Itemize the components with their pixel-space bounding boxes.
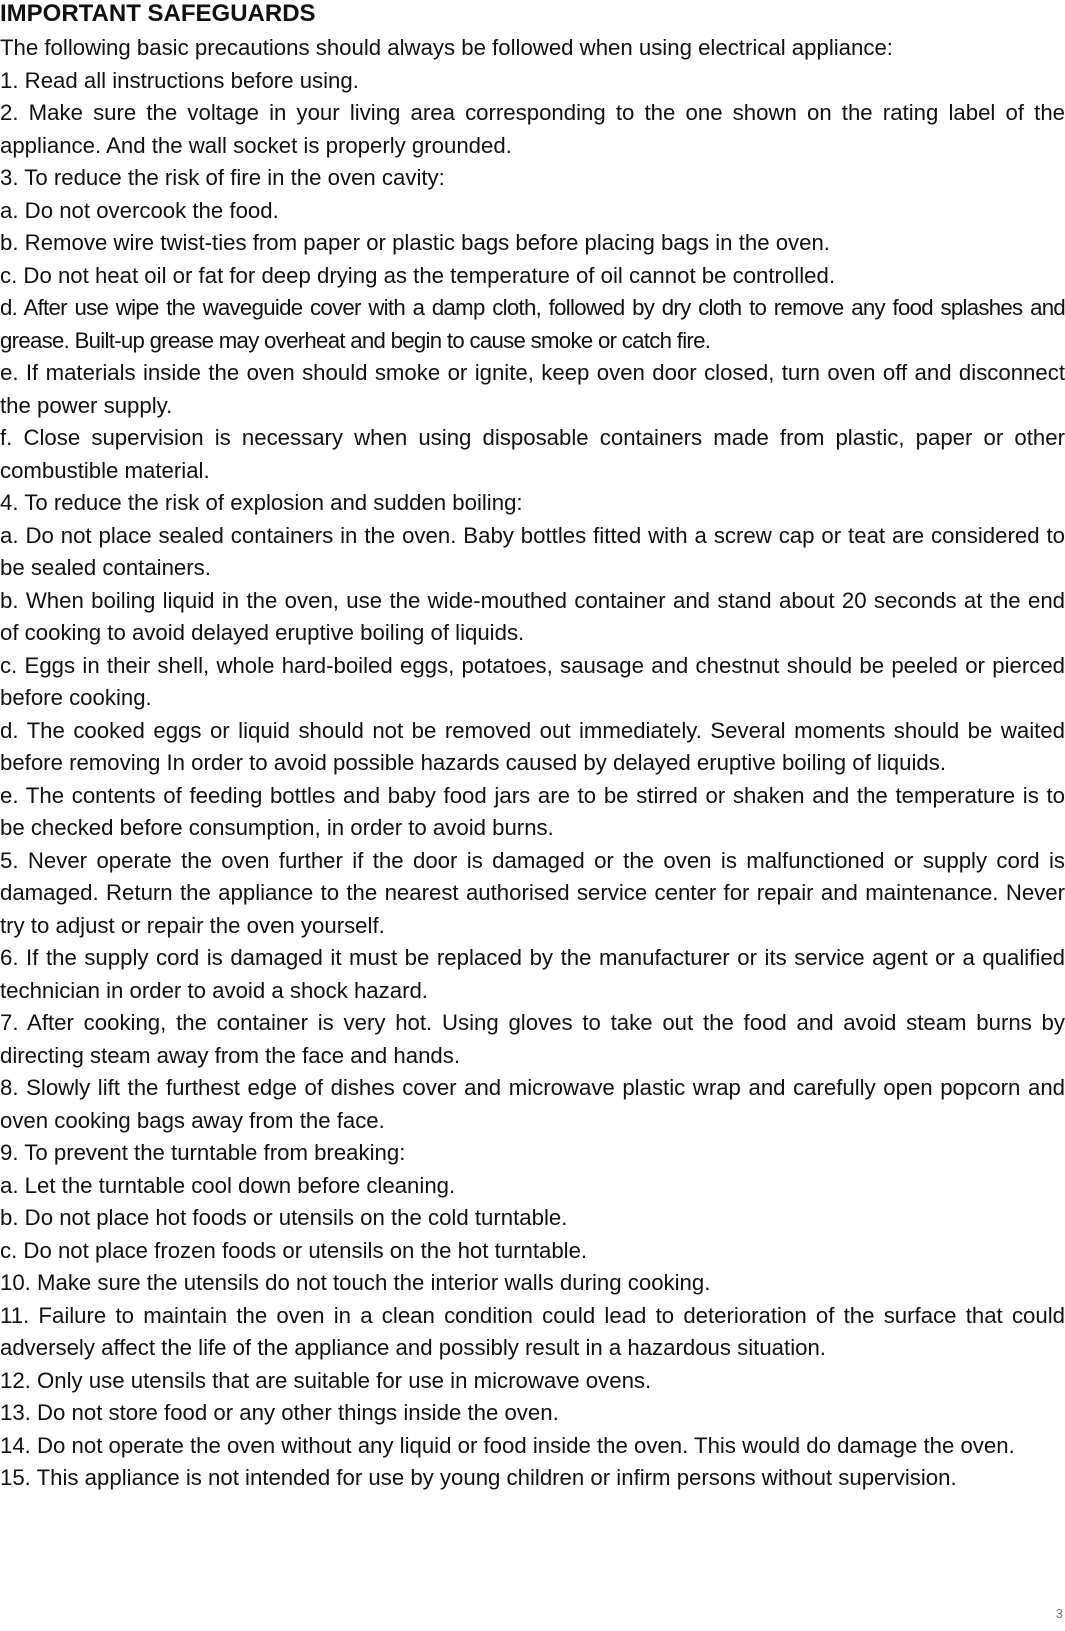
instruction-item: a. Do not place sealed containers in the oven. Baby bottles fitted with a screw cap or teat are considered to be sealed containers. xyxy=(0,522,1065,580)
instruction-item: 6. If the supply cord is damaged it must be replaced by the manufacturer or its service agent or a qualified technician in order to avoid a shock hazard. xyxy=(0,945,1065,1003)
page-number: 3 xyxy=(1055,1606,1063,1621)
safeguards-text xyxy=(0,32,1065,1495)
instruction-item: d. After use wipe the waveguide cover with a damp cloth, followed by dry cloth to remove any food splashes and grease. Built-up grease may overheat and begin to cause smoke or catch fire. xyxy=(0,295,1065,353)
instruction-item: c. Do not place frozen foods or utensils on the hot turntable. xyxy=(0,1237,588,1263)
instruction-item: 4. To reduce the risk of explosion and sudden boiling: xyxy=(0,490,523,515)
intro-paragraph: The following basic precautions should always be followed when using electrical appliance: xyxy=(0,35,893,60)
instruction-item: 2. Make sure the voltage in your living area corresponding to the one shown on the rating label of the appliance. And the wall socket is properly grounded. xyxy=(0,100,1065,158)
instruction-item: 9. To prevent the turntable from breaking: xyxy=(0,1140,406,1165)
page-title: IMPORTANT SAFEGUARDS xyxy=(0,0,316,27)
instruction-item: 8. Slowly lift the furthest edge of dishes cover and microwave plastic wrap and carefully open popcorn and oven cooking bags away from the face. xyxy=(0,1075,1065,1133)
instruction-item: c. Eggs in their shell, whole hard-boiled eggs, potatoes, sausage and chestnut should be peeled or pierced before cooking. xyxy=(0,652,1065,710)
instruction-item: b. When boiling liquid in the oven, use the wide-mouthed container and stand about 20 seconds at the end of cooking to avoid delayed eruptive boiling of liquids. xyxy=(0,587,1065,645)
instruction-item: e. The contents of feeding bottles and baby food jars are to be stirred or shaken and the temperature is to be checked before consumption, in order to avoid burns. xyxy=(0,782,1065,840)
instruction-item: 3. To reduce the risk of fire in the oven cavity: xyxy=(0,165,445,190)
instruction-item: f. Close supervision is necessary when using disposable containers made from plastic, paper or other combustible material. xyxy=(0,425,1065,483)
instruction-item: 7. After cooking, the container is very hot. Using gloves to take out the food and avoid steam burns by directing steam away from the face and hands. xyxy=(0,1010,1065,1068)
instruction-item: a. Do not overcook the food. xyxy=(0,197,279,223)
instruction-item: 11. Failure to maintain the oven in a clean condition could lead to deterioration of the surface that could adversely affect the life of the appliance and possibly result in a hazardous situation. xyxy=(0,1302,1065,1360)
instruction-item: 15. This appliance is not intended for use by young children or infirm persons without supervision. xyxy=(0,1465,957,1490)
instruction-item: 5. Never operate the oven further if the door is damaged or the oven is malfunctioned or supply cord is damaged. Return the appliance to the nearest authorised service center for repair and maintenance. Never try to adjust or repair the oven yourself. xyxy=(0,847,1065,938)
instruction-item: c. Do not heat oil or fat for deep drying as the temperature of oil cannot be controlled. xyxy=(0,262,835,288)
instruction-item: a. Let the turntable cool down before cleaning. xyxy=(0,1172,456,1198)
instruction-item: b. Do not place hot foods or utensils on the cold turntable. xyxy=(0,1205,568,1230)
instruction-item: 12. Only use utensils that are suitable for use in microwave ovens. xyxy=(0,1367,652,1393)
instruction-item: b. Remove wire twist-ties from paper or plastic bags before placing bags in the oven. xyxy=(0,230,830,255)
instruction-item: 10. Make sure the utensils do not touch the interior walls during cooking. xyxy=(0,1270,711,1295)
instruction-item: 13. Do not store food or any other things inside the oven. xyxy=(0,1400,559,1425)
instruction-item: e. If materials inside the oven should smoke or ignite, keep oven door closed, turn oven off and disconnect the power supply. xyxy=(0,360,1065,418)
instruction-item: 14. Do not operate the oven without any liquid or food inside the oven. This would do damage the oven. xyxy=(0,1432,1015,1458)
instruction-item: 1. Read all instructions before using. xyxy=(0,67,359,93)
instruction-item: d. The cooked eggs or liquid should not be removed out immediately. Several moments should be waited before removing In order to avoid possible hazards caused by delayed eruptive boiling of liquids. xyxy=(0,717,1065,775)
